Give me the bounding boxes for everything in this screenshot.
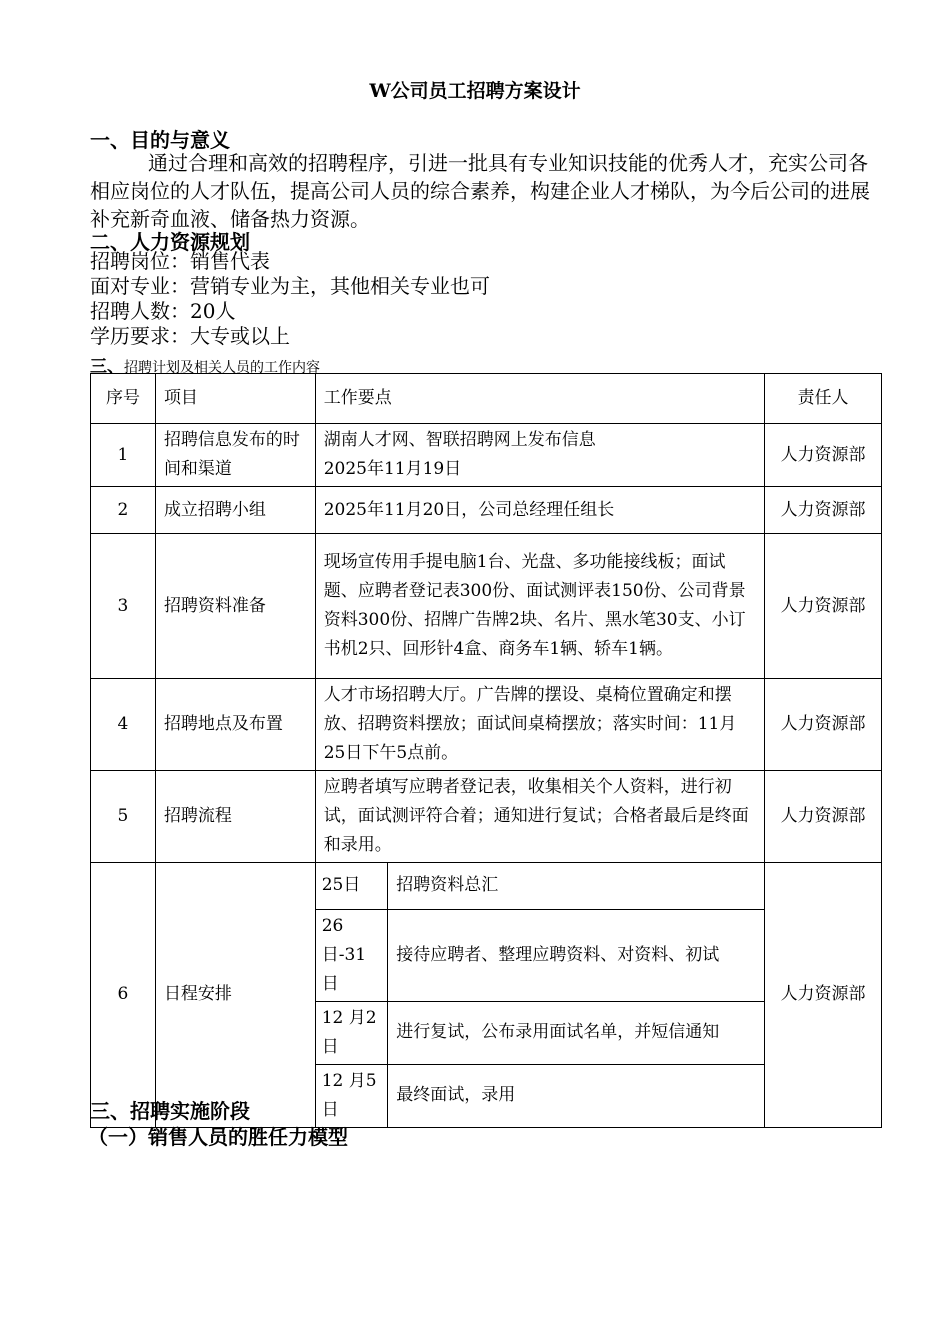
table-header-row xyxy=(91,374,882,424)
plan-line-major: 面对专业：营销专业为主，其他相关专业也可 xyxy=(90,274,490,298)
header-owner: 责任人 xyxy=(765,374,882,424)
schedule-date: 12 月5日 xyxy=(316,1064,388,1127)
row-item: 成立招聘小组 xyxy=(155,487,315,534)
section1-paragraph: 通过合理和高效的招聘程序，引进一批具有专业知识技能的优秀人才，充实公司各相应岗位的人才队伍，提高公司人员的综合素养，构建企业人才梯队，为今后公司的进展补充新奇血液、储备热力资源。 xyxy=(90,151,870,231)
row-no: 4 xyxy=(91,679,156,771)
schedule-row xyxy=(316,909,764,1001)
recruitment-plan-table xyxy=(90,373,882,1128)
row-points: 2025年11月20日，公司总经理任组长 xyxy=(315,487,764,534)
section1-heading: 一、目的与意义 xyxy=(90,128,230,152)
table-row xyxy=(91,771,882,863)
schedule-cell xyxy=(315,863,764,1128)
schedule-task: 接待应聘者、整理应聘资料、对资料、初试 xyxy=(388,909,764,1001)
row-no: 5 xyxy=(91,771,156,863)
section2-heading: 二、人力资源规划 xyxy=(90,230,250,254)
table-row xyxy=(91,679,882,771)
schedule-task: 进行复试，公布录用面试名单，并短信通知 xyxy=(388,1001,764,1064)
row-owner: 人力资源部 xyxy=(765,863,882,1128)
row-points: 现场宣传用手提电脑1台、光盘、多功能接线板；面试题、应聘者登记表300份、面试测评表150份、公司背景资料300份、招牌广告牌2块、名片、黑水笔30支、小订书机2只、回形针4盒、商务车1辆、轿车1辆。 xyxy=(315,534,764,679)
row-item: 招聘信息发布的时间和渠道 xyxy=(155,424,315,487)
section4-subheading: （一）销售人员的胜任力模型 xyxy=(88,1125,348,1149)
row-points: 人才市场招聘大厅。广告牌的摆设、桌椅位置确定和摆放、招聘资料摆放；面试间桌椅摆放；落实时间：11月25日下午5点前。 xyxy=(315,679,764,771)
schedule-task: 招聘资料总汇 xyxy=(388,863,764,909)
header-item: 项目 xyxy=(155,374,315,424)
row-owner: 人力资源部 xyxy=(765,487,882,534)
row-points: 湖南人才网、智联招聘网上发布信息 2025年11月19日 xyxy=(315,424,764,487)
row-no: 1 xyxy=(91,424,156,487)
schedule-date: 12 月2日 xyxy=(316,1001,388,1064)
section3-number: 三、 xyxy=(90,357,124,377)
schedule-table xyxy=(316,863,764,1127)
table-row xyxy=(91,863,882,1128)
row-item: 招聘流程 xyxy=(155,771,315,863)
row-owner: 人力资源部 xyxy=(765,771,882,863)
plan-line-position: 招聘岗位：销售代表 xyxy=(90,249,270,273)
row-owner: 人力资源部 xyxy=(765,534,882,679)
row-no: 3 xyxy=(91,534,156,679)
header-no: 序号 xyxy=(91,374,156,424)
schedule-task: 最终面试，录用 xyxy=(396,1085,516,1105)
schedule-date: 25日 xyxy=(316,863,388,909)
table-row xyxy=(91,534,882,679)
row-owner: 人力资源部 xyxy=(765,424,882,487)
plan-line-education: 学历要求：大专或以上 xyxy=(90,324,290,348)
section3-title: 招聘计划及相关人员的工作内容 xyxy=(124,360,320,376)
schedule-row xyxy=(316,863,764,909)
row-item: 日程安排 xyxy=(155,863,315,1128)
table-row xyxy=(91,424,882,487)
row-points: 应聘者填写应聘者登记表，收集相关个人资料，进行初试，面试测评符合着；通知进行复试；合格者最后是终面和录用。 xyxy=(315,771,764,863)
table-row xyxy=(91,487,882,534)
row-no: 6 xyxy=(91,863,156,1128)
header-points: 工作要点 xyxy=(315,374,764,424)
page-title: W公司员工招聘方案设计 xyxy=(369,80,581,102)
row-no: 2 xyxy=(91,487,156,534)
row-item: 招聘资料准备 xyxy=(155,534,315,679)
schedule-row xyxy=(316,1064,764,1127)
section4-heading: 三、招聘实施阶段 xyxy=(90,1099,250,1123)
schedule-date: 26日-31日 xyxy=(316,909,388,1001)
schedule-row xyxy=(316,1001,764,1064)
row-owner: 人力资源部 xyxy=(765,679,882,771)
row-item: 招聘地点及布置 xyxy=(155,679,315,771)
plan-line-count: 招聘人数：20人 xyxy=(90,299,236,323)
